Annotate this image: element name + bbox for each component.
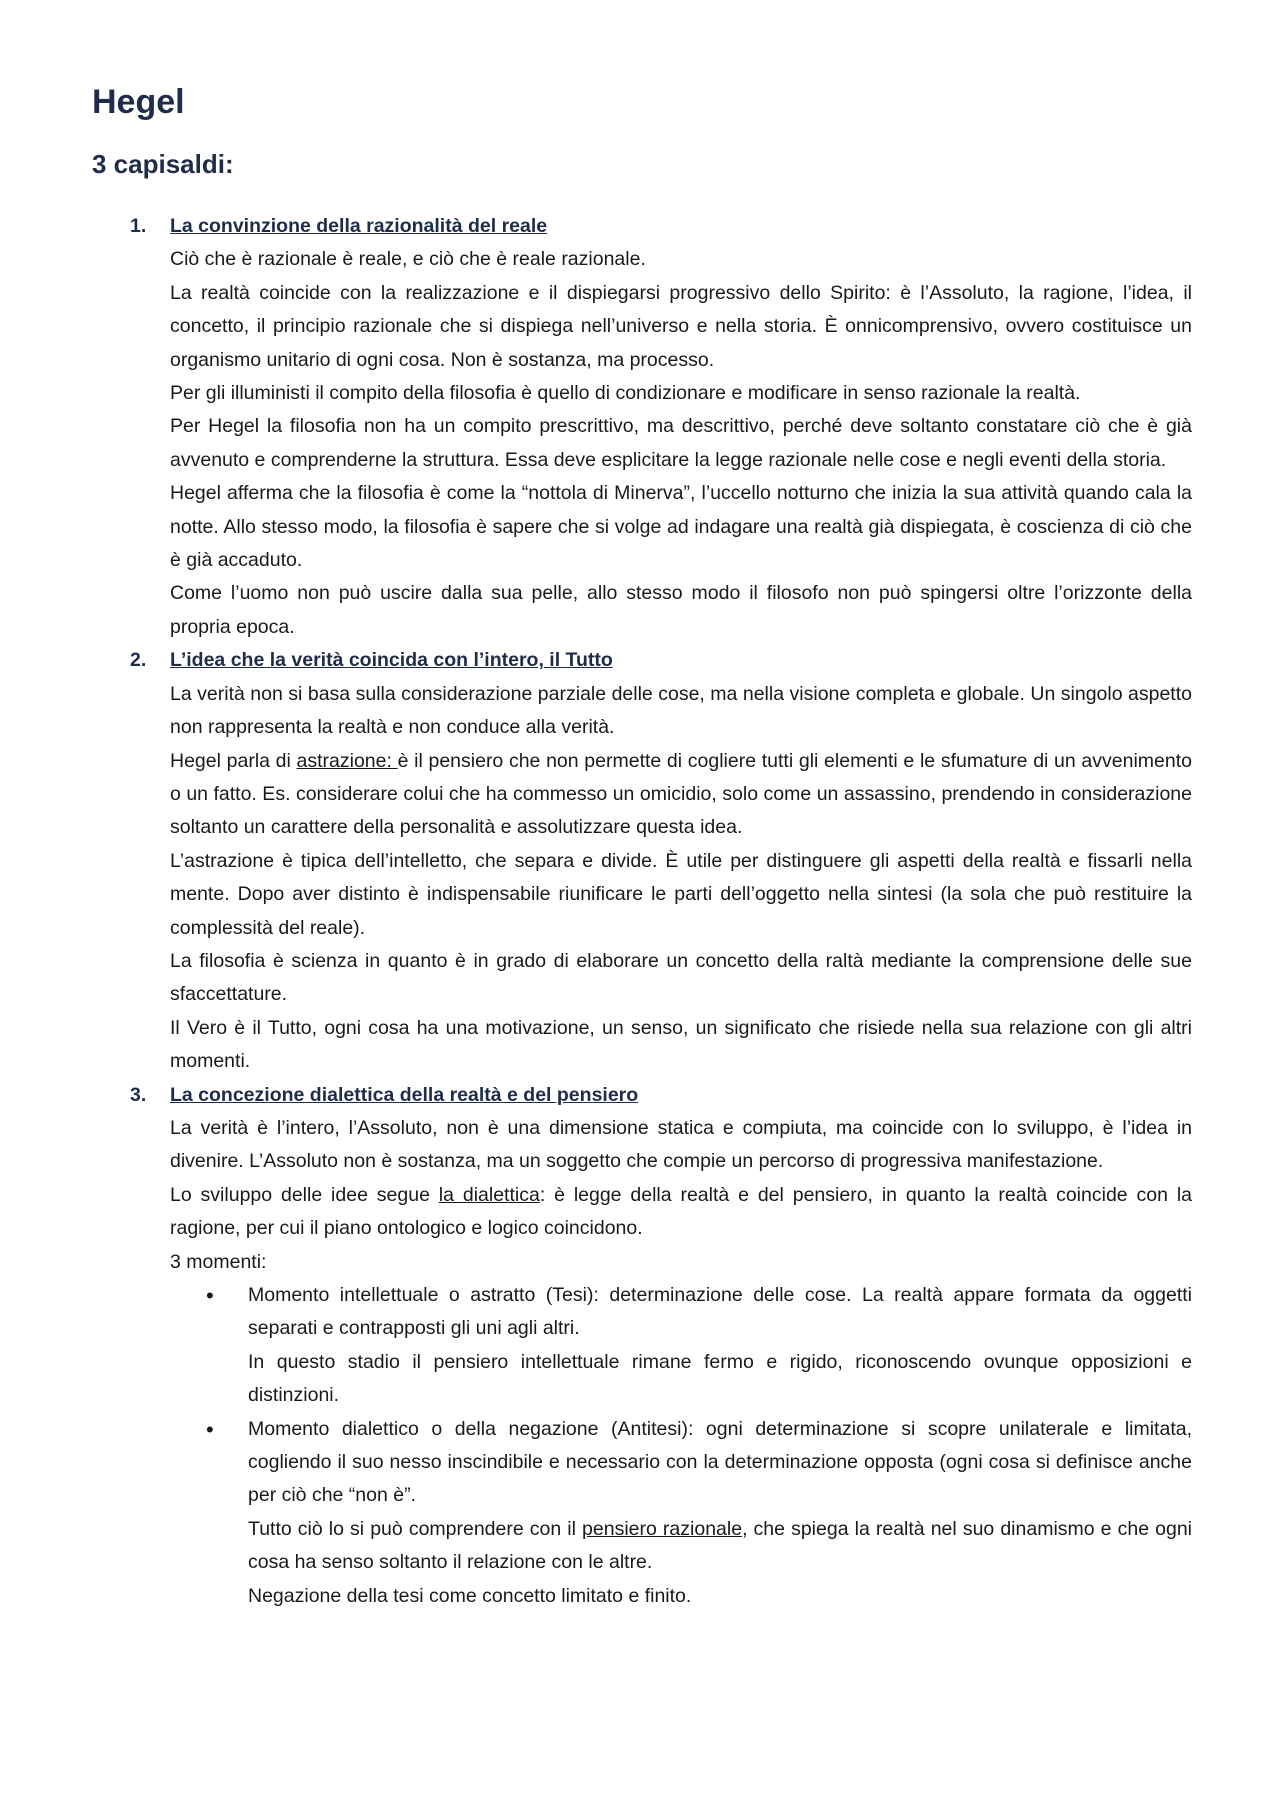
paragraph: La verità non si basa sulla considerazione parziale delle cose, ma nella visione completa e globale. Un singolo aspetto non rappresenta la realtà e non conduce alla verità. xyxy=(170,682,1192,739)
paragraph: Hegel afferma che la filosofia è come la “nottola di Minerva”, l’uccello notturno che inizia la sua attività quando cala la notte. Allo stesso modo, la filosofia è sapere che si volge ad indagare una realtà già dispiegata, è coscienza di ciò che è già accaduto. xyxy=(170,482,1192,572)
capisaldi-list xyxy=(92,210,1192,1613)
paragraph: La filosofia è scienza in quanto è in grado di elaborare un concetto della raltà mediante la comprensione delle sue sfaccettature. xyxy=(170,949,1192,1006)
underlined-term-pensiero-razionale: pensiero razionale xyxy=(582,1517,743,1540)
list-item-heading: La concezione dialettica della realtà e del pensiero xyxy=(170,1083,639,1106)
bullet-item-tesi xyxy=(170,1279,1192,1413)
list-number: 1. xyxy=(130,215,147,237)
list-item-heading: L’idea che la verità coincida con l’intero, il Tutto xyxy=(170,649,613,672)
momenti-label: 3 momenti: xyxy=(170,1250,267,1273)
paragraph: L’astrazione è tipica dell’intelletto, che separa e divide. È utile per distinguere gli aspetti della realtà e fissarli nella mente. Dopo aver distinto è indispensabile riunificare le parti dell’oggetto nella sintesi (la sola che può restituire la complessità del reale). xyxy=(170,849,1192,939)
list-item-3 xyxy=(92,1079,1192,1614)
list-item-heading: La convinzione della razionalità del reale xyxy=(170,215,548,237)
paragraph-astrazione xyxy=(170,745,1192,845)
text-segment: Lo sviluppo delle idee segue xyxy=(170,1183,439,1206)
paragraph: La verità è l’intero, l’Assoluto, non è una dimensione statica e compiuta, ma coincide con lo sviluppo, è l’idea in divenire. L’Assoluto non è sostanza, ma un soggetto che compie un percorso di progressiva manifestazione. xyxy=(170,1116,1192,1173)
paragraph: Come l’uomo non può uscire dalla sua pelle, allo stesso modo il filosofo non può spingersi oltre l’orizzonte della propria epoca. xyxy=(170,582,1192,638)
text-segment: Hegel parla di xyxy=(170,749,297,772)
paragraph-dialettica xyxy=(170,1179,1192,1246)
text-segment: , che spiega la realtà nel suo dinamismo e che ogni cosa ha senso soltanto il relazione con le altre. xyxy=(248,1517,1192,1574)
paragraph: Per gli illuministi il compito della filosofia è quello di condizionare e modificare in senso razionale la realtà. xyxy=(170,382,1081,405)
text-segment: è il pensiero che non permette di cogliere tutti gli elementi e le sfumature di un avvenimento o un fatto. Es. considerare colui che ha commesso un omicidio, solo come un assassino, prendendo in considerazione soltanto un carattere della personalità e assolutizzare questa idea. xyxy=(170,749,1192,839)
underlined-term-dialettica: la dialettica xyxy=(438,1183,540,1206)
section-subtitle: 3 capisaldi: xyxy=(92,149,234,179)
list-item-2 xyxy=(92,644,1192,1078)
momenti-list xyxy=(170,1279,1192,1613)
underlined-term-astrazione: astrazione: xyxy=(296,749,398,772)
paragraph: In questo stadio il pensiero intellettuale rimane fermo e rigido, riconoscendo ovunque opposizioni e distinzioni. xyxy=(248,1350,1192,1407)
page-title: Hegel xyxy=(92,83,185,121)
paragraph: Negazione della tesi come concetto limitato e finito. xyxy=(248,1584,692,1607)
list-number: 2. xyxy=(130,649,147,672)
paragraph: Ciò che è razionale è reale, e ciò che è reale razionale. xyxy=(170,248,646,271)
list-item-1 xyxy=(92,210,1192,644)
paragraph-pensiero-razionale xyxy=(248,1513,1192,1580)
bullet-dot-icon: • xyxy=(206,1416,214,1442)
paragraph: Il Vero è il Tutto, ogni cosa ha una motivazione, un senso, un significato che risiede nella sua relazione con gli altri momenti. xyxy=(170,1016,1192,1073)
list-number: 3. xyxy=(130,1083,147,1106)
paragraph: La realtà coincide con la realizzazione e il dispiegarsi progressivo dello Spirito: è l’Assoluto, la ragione, l’idea, il concetto, il principio razionale che si dispiega nell’universo e nella storia. È onnicomprensivo, ovvero costituisce un organismo unitario di ogni cosa. Non è sostanza, ma processo. xyxy=(170,281,1192,371)
paragraph: Momento dialettico o della negazione (Antitesi): ogni determinazione si scopre unilaterale e limitata, cogliendo il suo nesso inscindibile e necessario con la determinazione opposta (ogni cosa si definisce anche per ciò che “non è”. xyxy=(248,1417,1192,1507)
bullet-dot-icon: • xyxy=(206,1283,214,1308)
text-segment: Tutto ciò lo si può comprendere con il xyxy=(248,1517,583,1540)
text-segment: : è legge della realtà e del pensiero, in quanto la realtà coincide con la ragione, per cui il piano ontologico e logico coincidono. xyxy=(170,1183,1192,1240)
paragraph: Momento intellettuale o astratto (Tesi): determinazione delle cose. La realtà appare formata da oggetti separati e contrapposti gli uni agli altri. xyxy=(248,1284,1192,1340)
bullet-item-antitesi xyxy=(170,1413,1192,1613)
paragraph: Per Hegel la filosofia non ha un compito prescrittivo, ma descrittivo, perché deve soltanto constatare ciò che è già avvenuto e comprenderne la struttura. Essa deve esplicitare la legge razionale nelle cose e negli eventi della storia. xyxy=(170,415,1192,471)
